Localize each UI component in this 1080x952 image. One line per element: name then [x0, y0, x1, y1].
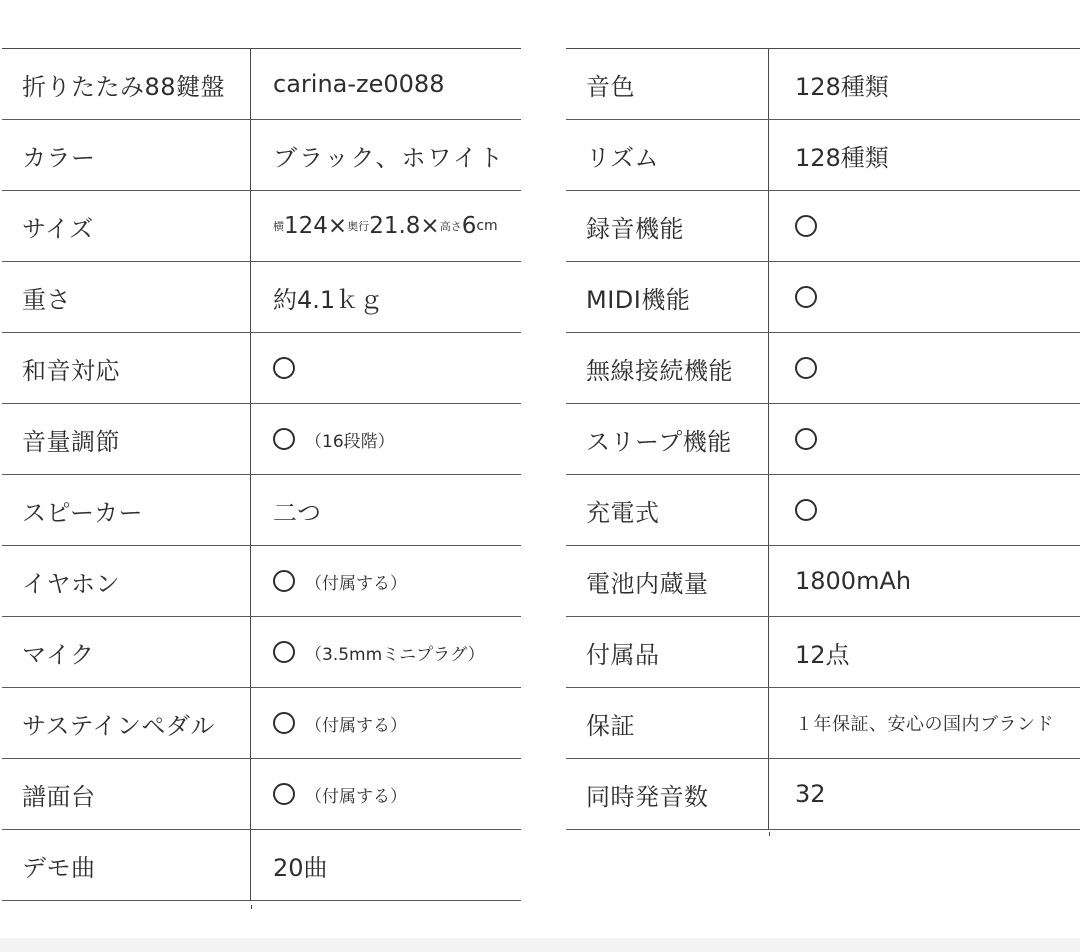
table-row	[566, 120, 1080, 191]
spec-label: 和音対応	[2, 333, 251, 403]
table-row	[2, 404, 521, 475]
circle-icon	[795, 215, 817, 237]
bottom-strip	[0, 938, 1080, 952]
table-row	[2, 617, 521, 688]
size-unit: cm	[476, 218, 498, 234]
circle-icon	[273, 428, 295, 450]
table-row	[566, 404, 1080, 475]
size-separator: ×	[420, 213, 440, 239]
spec-value	[769, 333, 1080, 403]
circle-icon	[795, 499, 817, 521]
spec-table-right	[566, 48, 1080, 830]
spec-value: １年保証、安心の国内ブランド	[795, 714, 1054, 735]
spec-label: MIDI機能	[566, 262, 769, 332]
table-row	[2, 688, 521, 759]
spec-label: 充電式	[566, 475, 769, 545]
spec-label: 音色	[566, 49, 769, 119]
table-row	[2, 262, 521, 333]
spec-value	[251, 688, 521, 758]
spec-label: 録音機能	[566, 191, 769, 261]
table-row	[566, 333, 1080, 404]
spec-label: マイク	[2, 617, 251, 687]
spec-label: スピーカー	[2, 475, 251, 545]
circle-icon	[273, 783, 295, 805]
table-row	[2, 830, 521, 901]
table-row	[566, 49, 1080, 120]
table-row	[2, 759, 521, 830]
spec-value: 1800mAh	[795, 567, 912, 595]
spec-label: イヤホン	[2, 546, 251, 616]
spec-value-size	[251, 191, 521, 261]
spec-label: スリープ機能	[566, 404, 769, 474]
table-row	[2, 475, 521, 546]
spec-value: 二つ	[273, 498, 321, 527]
table-row	[566, 759, 1080, 830]
spec-value: 約4.1ｋｇ	[273, 285, 384, 314]
table-row	[2, 191, 521, 262]
spec-note: （付属する）	[305, 715, 407, 736]
spec-value	[769, 191, 1080, 261]
spec-value	[769, 404, 1080, 474]
table-row	[566, 191, 1080, 262]
spec-label: 折りたたみ88鍵盤	[2, 49, 251, 119]
table-row	[2, 49, 521, 120]
circle-icon	[795, 357, 817, 379]
size-width-value: 124	[284, 213, 328, 239]
spec-value	[769, 262, 1080, 332]
spec-value	[769, 475, 1080, 545]
spec-label: サイズ	[2, 191, 251, 261]
column-divider-tail	[251, 905, 252, 909]
spec-value	[251, 759, 521, 829]
spec-note: （付属する）	[305, 786, 407, 807]
spec-value	[251, 617, 521, 687]
spec-label: 重さ	[2, 262, 251, 332]
spec-label: サステインペダル	[2, 688, 251, 758]
spec-label: 電池内蔵量	[566, 546, 769, 616]
size-depth-value: 21.8	[369, 213, 421, 239]
size-depth-label: 奥行	[347, 220, 370, 233]
spec-note: （3.5mmミニプラグ）	[305, 644, 485, 665]
spec-label: デモ曲	[2, 830, 251, 900]
circle-icon	[273, 570, 295, 592]
circle-icon	[273, 357, 295, 379]
column-divider-tail	[769, 832, 770, 836]
spec-value	[251, 546, 521, 616]
spec-value: 12点	[795, 640, 850, 669]
spec-note: （付属する）	[305, 573, 407, 594]
spec-value: 128種類	[795, 143, 889, 172]
spec-value: 20曲	[273, 853, 328, 882]
table-row	[566, 262, 1080, 333]
spec-value: 32	[795, 780, 826, 808]
circle-icon	[795, 286, 817, 308]
table-row	[566, 546, 1080, 617]
table-row	[566, 475, 1080, 546]
spec-label: カラー	[2, 120, 251, 190]
table-row	[2, 120, 521, 191]
table-row	[566, 617, 1080, 688]
spec-value: ブラック、ホワイト	[273, 143, 505, 172]
spec-label: 音量調節	[2, 404, 251, 474]
size-width-label: 横	[273, 220, 284, 233]
size-height-value: 6	[461, 213, 477, 239]
table-row	[2, 333, 521, 404]
circle-icon	[795, 428, 817, 450]
spec-label: 無線接続機能	[566, 333, 769, 403]
spec-label: 譜面台	[2, 759, 251, 829]
table-row	[566, 688, 1080, 759]
spec-note: （16段階）	[305, 431, 395, 452]
spec-label: 保証	[566, 688, 769, 758]
spec-label: 同時発音数	[566, 759, 769, 829]
circle-icon	[273, 712, 295, 734]
spec-label: リズム	[566, 120, 769, 190]
spec-value	[251, 333, 521, 403]
spec-value: 128種類	[795, 72, 889, 101]
size-height-label: 高さ	[439, 220, 462, 233]
size-separator: ×	[327, 213, 348, 239]
spec-label: 付属品	[566, 617, 769, 687]
table-row	[2, 546, 521, 617]
circle-icon	[273, 641, 295, 663]
spec-value	[251, 404, 521, 474]
spec-value: carina-ze0088	[273, 70, 445, 98]
spec-table-left	[2, 48, 521, 901]
